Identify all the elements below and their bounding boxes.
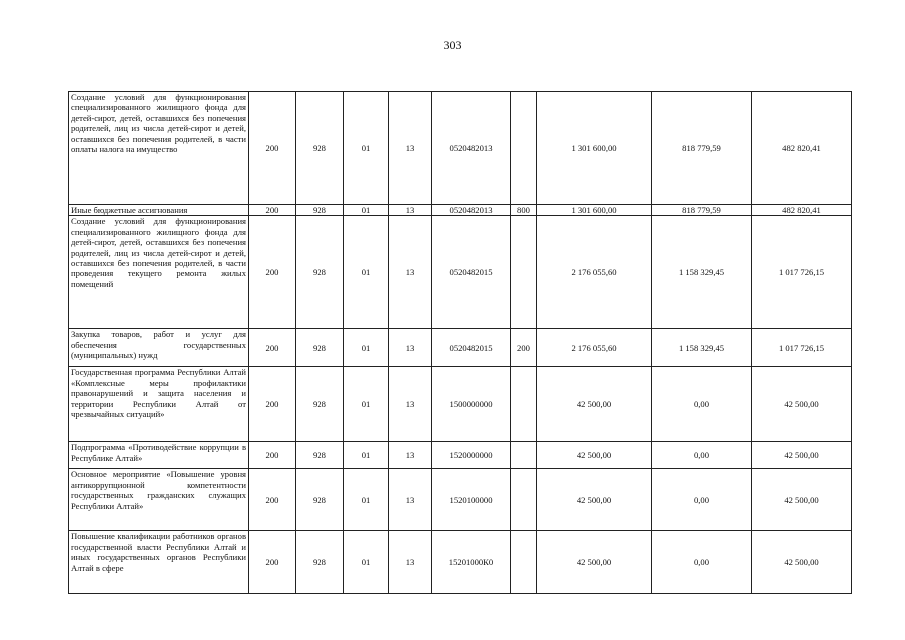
cell-code-4: 13 (389, 329, 432, 367)
cell-code-4: 13 (389, 469, 432, 531)
cell-value-1: 1 301 600,00 (537, 205, 652, 216)
table-row (69, 367, 852, 442)
cell-value-3: 42 500,00 (752, 469, 852, 531)
row-name: Закупка товаров, работ и услуг для обеспечения государственных (муниципальных) нужд (69, 329, 249, 367)
cell-target-code: 0520482013 (432, 92, 511, 205)
table-row (69, 442, 852, 469)
cell-code-2: 928 (296, 205, 344, 216)
cell-value-2: 0,00 (652, 469, 752, 531)
table-row (69, 216, 852, 329)
row-name: Основное мероприятие «Повышение уровня антикоррупционной компетентности государственных гражданских служащих Республики Алтай» (69, 469, 249, 531)
cell-value-3: 482 820,41 (752, 92, 852, 205)
cell-code-4: 13 (389, 442, 432, 469)
cell-target-code: 1520000000 (432, 442, 511, 469)
cell-value-3: 482 820,41 (752, 205, 852, 216)
row-name: Создание условий для функционирования специализированного жилищного фонда для детей-сирот, детей, оставшихся без попечения родителей, лиц из числа детей-сирот и детей, оставшихся без попечения родителей, в части оплаты налога на имущество (69, 92, 249, 205)
cell-target-code: 0520482015 (432, 329, 511, 367)
table-row (69, 205, 852, 216)
cell-expense-type (511, 442, 537, 469)
cell-code-3: 01 (344, 205, 389, 216)
table-row (69, 329, 852, 367)
cell-value-2: 818 779,59 (652, 205, 752, 216)
cell-code-1: 200 (249, 216, 296, 329)
cell-value-1: 42 500,00 (537, 442, 652, 469)
cell-code-1: 200 (249, 367, 296, 442)
cell-value-1: 2 176 055,60 (537, 329, 652, 367)
row-name: Создание условий для функционирования специализированного жилищного фонда для детей-сирот, детей, оставшихся без попечения родителей, лиц из числа детей-сирот и детей, оставшихся без попечения родителей, в части проведения текущего ремонта жилых помещений (69, 216, 249, 329)
cell-value-2: 818 779,59 (652, 92, 752, 205)
cell-expense-type (511, 92, 537, 205)
cell-code-1: 200 (249, 329, 296, 367)
cell-code-1: 200 (249, 92, 296, 205)
cell-code-4: 13 (389, 531, 432, 594)
cell-target-code: 0520482015 (432, 216, 511, 329)
cell-expense-type (511, 469, 537, 531)
cell-code-4: 13 (389, 367, 432, 442)
cell-expense-type: 800 (511, 205, 537, 216)
cell-value-1: 2 176 055,60 (537, 216, 652, 329)
cell-code-3: 01 (344, 531, 389, 594)
cell-code-3: 01 (344, 367, 389, 442)
cell-value-1: 42 500,00 (537, 469, 652, 531)
cell-code-3: 01 (344, 92, 389, 205)
cell-value-2: 1 158 329,45 (652, 329, 752, 367)
cell-value-2: 0,00 (652, 531, 752, 594)
cell-value-3: 1 017 726,15 (752, 329, 852, 367)
cell-code-2: 928 (296, 216, 344, 329)
cell-target-code: 1500000000 (432, 367, 511, 442)
cell-code-2: 928 (296, 469, 344, 531)
cell-code-3: 01 (344, 329, 389, 367)
row-name: Подпрограмма «Противодействие коррупции в Республике Алтай» (69, 442, 249, 469)
cell-code-3: 01 (344, 216, 389, 329)
cell-value-1: 42 500,00 (537, 531, 652, 594)
cell-value-2: 1 158 329,45 (652, 216, 752, 329)
cell-value-2: 0,00 (652, 367, 752, 442)
row-name: Иные бюджетные ассигнования (69, 205, 249, 216)
cell-code-4: 13 (389, 216, 432, 329)
cell-target-code: 1520100000 (432, 469, 511, 531)
page-number: 303 (443, 38, 462, 52)
cell-code-2: 928 (296, 442, 344, 469)
cell-value-1: 1 301 600,00 (537, 92, 652, 205)
cell-code-2: 928 (296, 92, 344, 205)
cell-value-3: 42 500,00 (752, 442, 852, 469)
cell-value-3: 1 017 726,15 (752, 216, 852, 329)
cell-expense-type (511, 531, 537, 594)
row-name: Повышение квалификации работников органов государственной власти Республики Алтай и иных государственных органов Республики Алтай в сфере (69, 531, 249, 594)
cell-code-2: 928 (296, 367, 344, 442)
cell-code-4: 13 (389, 205, 432, 216)
cell-expense-type (511, 367, 537, 442)
table-row (69, 469, 852, 531)
cell-expense-type (511, 216, 537, 329)
budget-table (68, 91, 852, 594)
cell-code-2: 928 (296, 531, 344, 594)
cell-code-3: 01 (344, 469, 389, 531)
table-row (69, 531, 852, 594)
cell-value-2: 0,00 (652, 442, 752, 469)
cell-code-1: 200 (249, 205, 296, 216)
cell-value-3: 42 500,00 (752, 367, 852, 442)
cell-target-code: 15201000К0 (432, 531, 511, 594)
row-name: Государственная программа Республики Алтай «Комплексные меры профилактики правонарушений и защита населения и территории Республики Алтай от чрезвычайных ситуаций» (69, 367, 249, 442)
cell-code-2: 928 (296, 329, 344, 367)
cell-value-3: 42 500,00 (752, 531, 852, 594)
cell-code-3: 01 (344, 442, 389, 469)
cell-expense-type: 200 (511, 329, 537, 367)
cell-code-1: 200 (249, 442, 296, 469)
cell-value-1: 42 500,00 (537, 367, 652, 442)
cell-code-4: 13 (389, 92, 432, 205)
cell-code-1: 200 (249, 469, 296, 531)
cell-target-code: 0520482013 (432, 205, 511, 216)
cell-code-1: 200 (249, 531, 296, 594)
table-row (69, 92, 852, 205)
